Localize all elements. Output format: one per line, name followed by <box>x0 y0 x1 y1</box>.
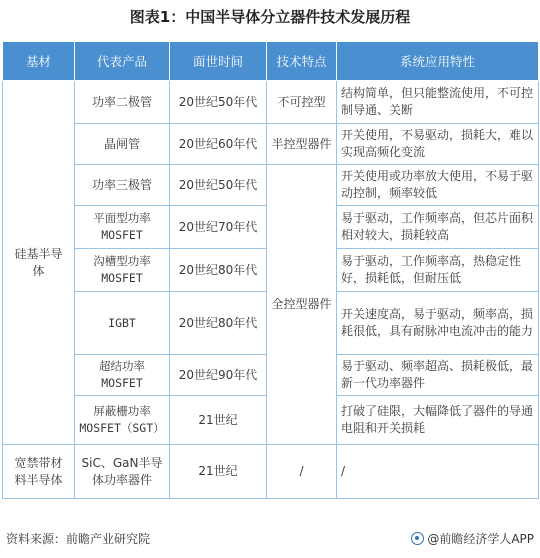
product-cell: 功率三极管 <box>75 165 170 206</box>
tech-cell: 半控型器件 <box>267 124 337 165</box>
product-cell: IGBT <box>75 292 170 355</box>
time-cell: 20世纪60年代 <box>170 124 267 165</box>
feature-cell: 易于驱动，工作频率高，但芯片面积相对较大，损耗较高 <box>337 206 539 249</box>
time-cell: 20世纪50年代 <box>170 81 267 124</box>
tech-cell: 不可控型 <box>267 81 337 124</box>
time-cell: 20世纪70年代 <box>170 206 267 249</box>
product-cell: 屏蔽栅功率MOSFET（SGT） <box>75 396 170 445</box>
header-tech: 技术特点 <box>267 42 337 81</box>
feature-cell: 易于驱动、频率超高、损耗极低，最新一代功率器件 <box>337 355 539 396</box>
tech-cell: / <box>267 445 337 499</box>
feature-cell: 易于驱动，工作频率高，热稳定性好，损耗低，但耐压低 <box>337 249 539 292</box>
page-title: 图表1：中国半导体分立器件技术发展历程 <box>129 8 411 26</box>
product-cell: 平面型功率MOSFET <box>75 206 170 249</box>
product-cell: 沟槽型功率MOSFET <box>75 249 170 292</box>
brand-credit <box>411 530 534 547</box>
feature-cell: 开关使用或功率放大使用，不易于驱动控制，频率较低 <box>337 165 539 206</box>
table-row <box>3 81 539 124</box>
header-feature: 系统应用特性 <box>337 42 539 81</box>
feature-cell: 开关速度高，易于驱动，频率高，损耗很低，具有耐脉冲电流冲击的能力 <box>337 292 539 355</box>
table-row <box>3 445 539 499</box>
feature-cell: / <box>337 445 539 499</box>
time-cell: 20世纪90年代 <box>170 355 267 396</box>
header-substrate: 基材 <box>3 42 75 81</box>
source-note: 资料来源：前瞻产业研究院 <box>6 532 151 546</box>
feature-cell: 结构简单，但只能整流使用，不可控制导通、关断 <box>337 81 539 124</box>
header-product: 代表产品 <box>75 42 170 81</box>
table-row <box>3 165 539 206</box>
time-cell: 21世纪 <box>170 445 267 499</box>
group-wide-bandgap: 宽禁带材料半导体 <box>3 445 75 499</box>
table-row <box>3 124 539 165</box>
product-cell: SiC、GaN半导体功率器件 <box>75 445 170 499</box>
time-cell: 20世纪80年代 <box>170 292 267 355</box>
brand-label: @前瞻经济学人APP <box>427 532 534 546</box>
table-header-row <box>3 42 539 81</box>
product-cell: 功率二极管 <box>75 81 170 124</box>
time-cell: 20世纪50年代 <box>170 165 267 206</box>
brand-logo-icon <box>411 532 424 545</box>
feature-cell: 打破了硅限，大幅降低了器件的导通电阻和开关损耗 <box>337 396 539 445</box>
feature-cell: 开关使用，不易驱动，损耗大，难以实现高频化变流 <box>337 124 539 165</box>
group-silicon: 硅基半导体 <box>3 81 75 445</box>
product-cell: 晶闸管 <box>75 124 170 165</box>
semiconductor-table <box>2 41 539 499</box>
header-time: 面世时间 <box>170 42 267 81</box>
product-cell: 超结功率MOSFET <box>75 355 170 396</box>
tech-cell-full: 全控型器件 <box>267 165 337 445</box>
time-cell: 20世纪80年代 <box>170 249 267 292</box>
time-cell: 21世纪 <box>170 396 267 445</box>
